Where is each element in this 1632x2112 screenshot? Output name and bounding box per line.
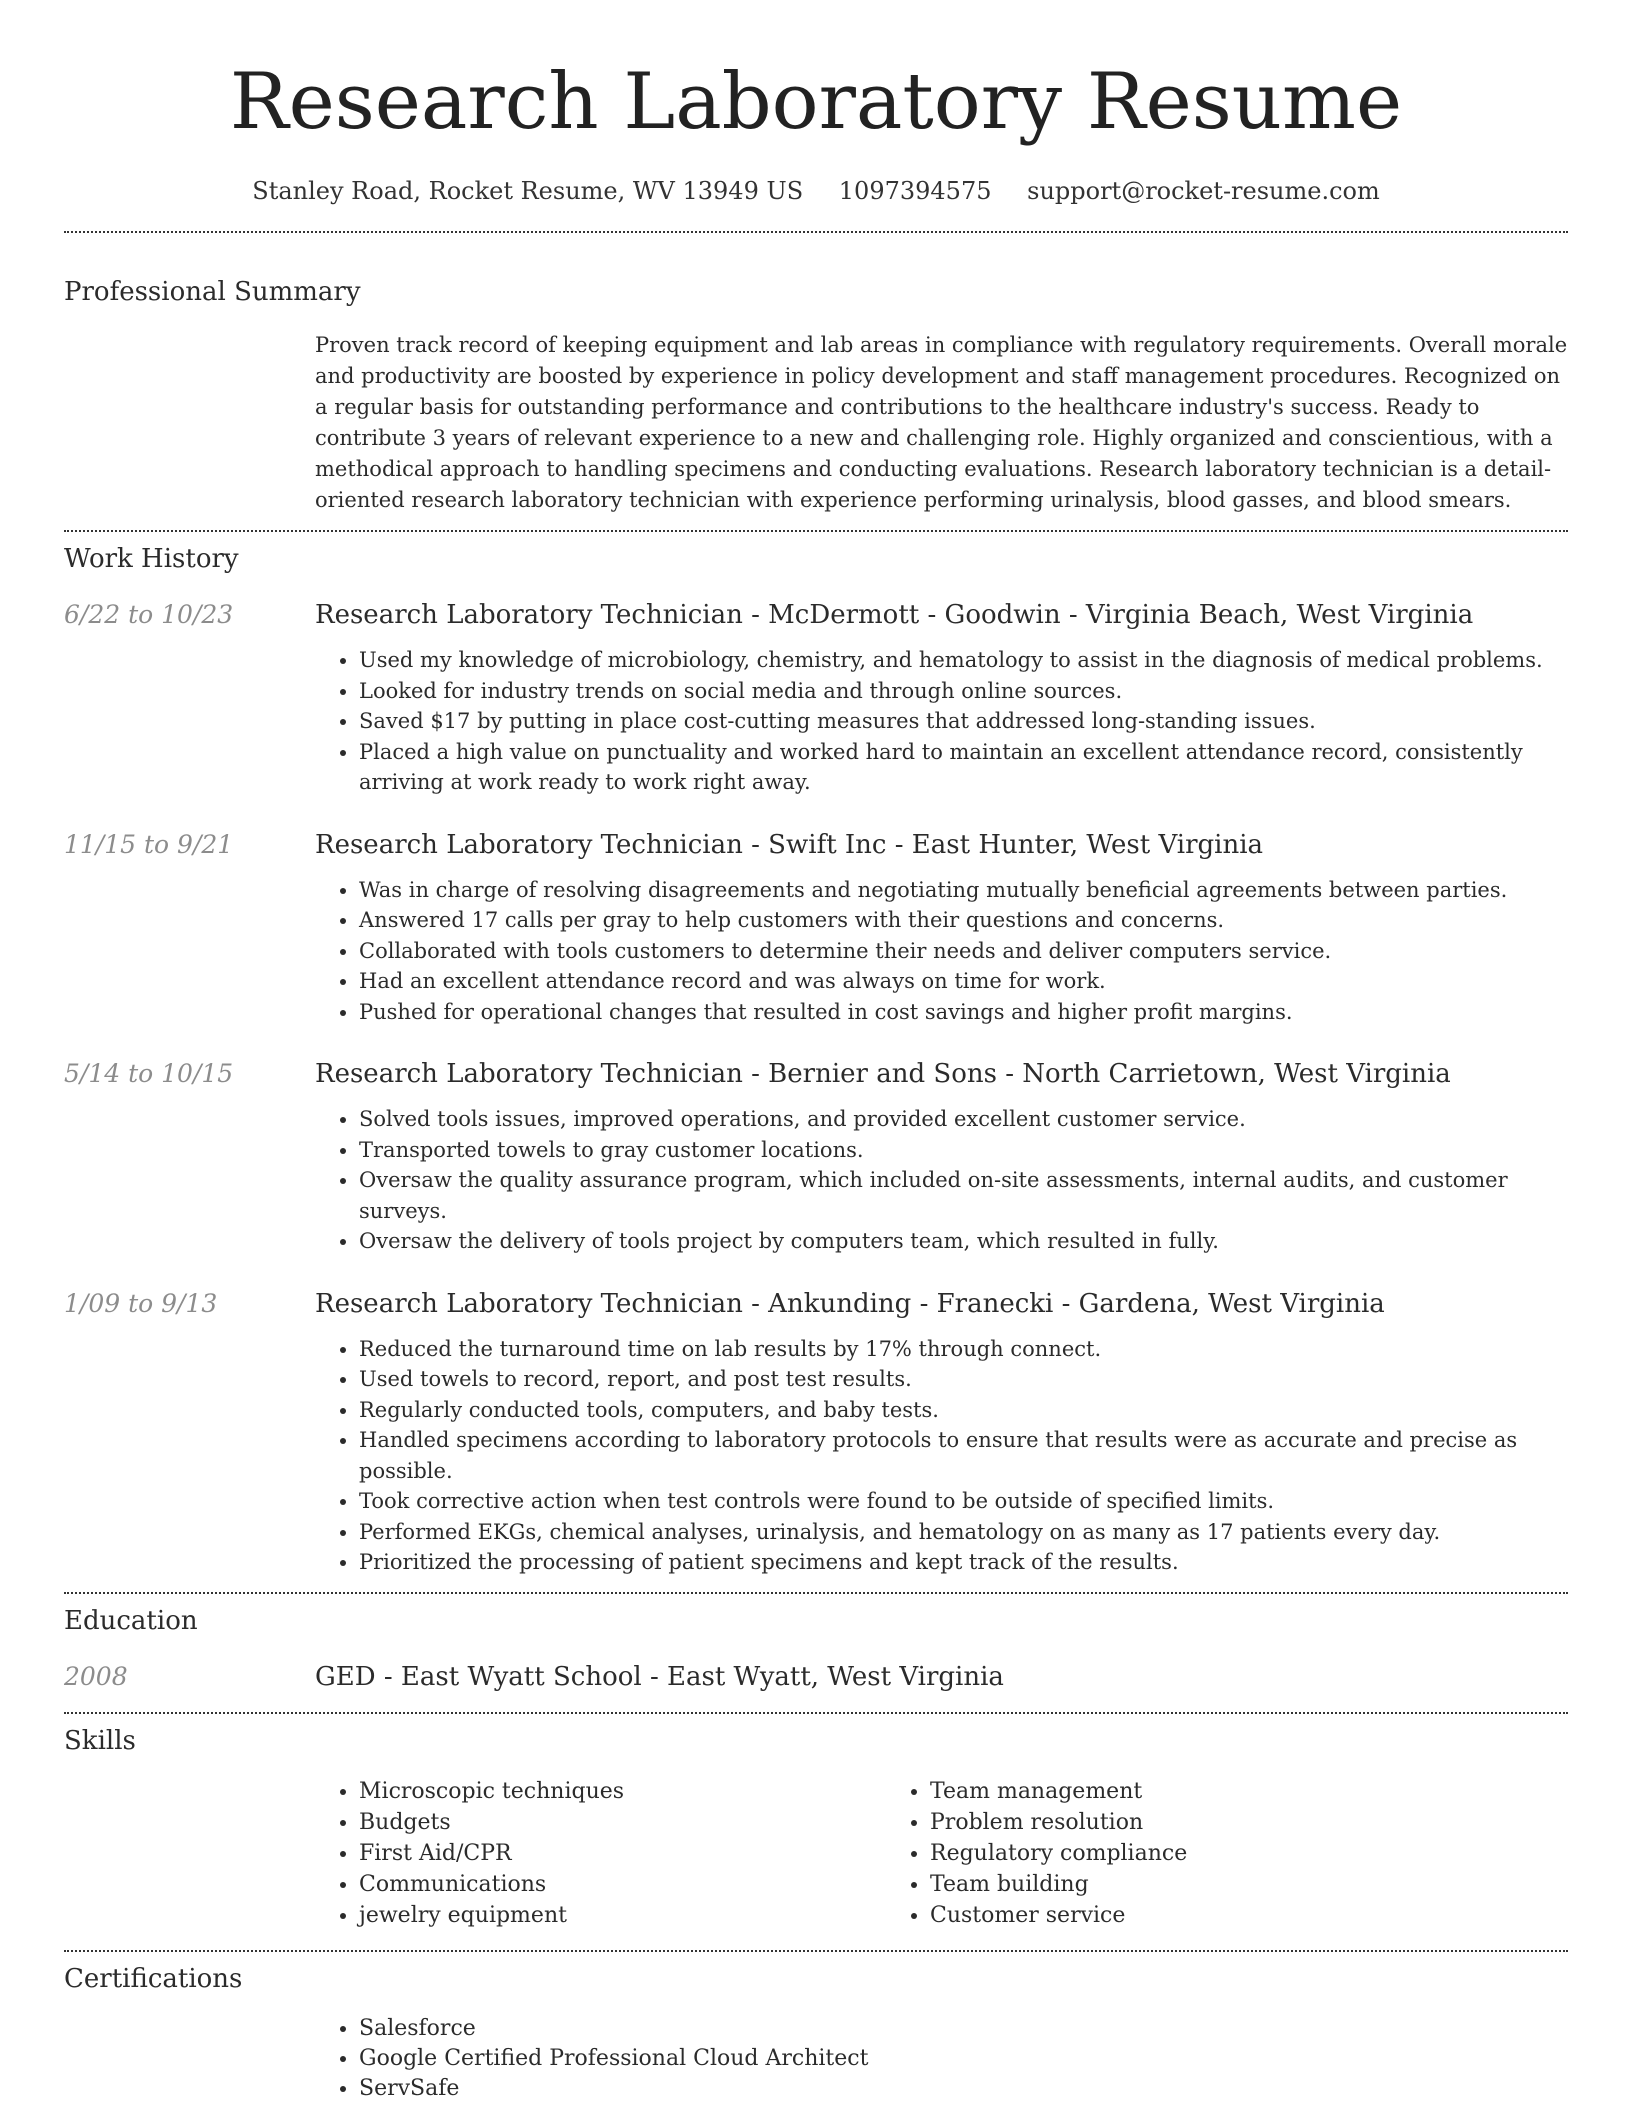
divider bbox=[64, 231, 1568, 233]
job-entry bbox=[64, 1057, 1568, 1257]
education-degree: GED - East Wyatt School - East Wyatt, West Virginia bbox=[315, 1661, 1004, 1692]
certifications-list bbox=[315, 2014, 1568, 2104]
job-title: Research Laboratory Technician - Bernier and Sons - North Carrietown, West Virginia bbox=[315, 1059, 1451, 1089]
divider bbox=[64, 1592, 1568, 1594]
list-item: • Was in charge of resolving disagreements and negotiating mutually beneficial agreements between parties. bbox=[359, 875, 1568, 906]
list-item: • Team management bbox=[930, 1776, 1457, 1807]
list-item: • Used my knowledge of microbiology, chemistry, and hematology to assist in the diagnosis of medical problems. bbox=[359, 645, 1568, 676]
divider bbox=[64, 530, 1568, 532]
list-item: • Salesforce bbox=[359, 2014, 1568, 2044]
list-item: • Microscopic techniques bbox=[359, 1776, 886, 1807]
list-item: • Oversaw the delivery of tools project by computers team, which resulted in fully. bbox=[359, 1226, 1568, 1257]
contact-phone: 1097394575 bbox=[838, 177, 992, 205]
list-item: • Had an excellent attendance record and was always on time for work. bbox=[359, 966, 1568, 997]
list-item: • Handled specimens according to laboratory protocols to ensure that results were as accurate and precise as possible. bbox=[359, 1425, 1568, 1486]
job-bullets bbox=[315, 875, 1568, 1028]
list-item: • Transported towels to gray customer locations. bbox=[359, 1135, 1568, 1166]
list-item: • Prioritized the processing of patient specimens and kept track of the results. bbox=[359, 1547, 1568, 1578]
section-title-work: Work History bbox=[64, 544, 239, 574]
job-bullets bbox=[315, 1104, 1568, 1257]
skills-list bbox=[315, 1776, 1568, 1931]
contact-address: Stanley Road, Rocket Resume, WV 13949 US bbox=[252, 177, 804, 205]
list-item: • Placed a high value on punctuality and worked hard to maintain an excellent attendance record, consistently arriving at work ready to work right away. bbox=[359, 737, 1568, 798]
list-item: • Budgets bbox=[359, 1807, 886, 1838]
list-item: • Used towels to record, report, and post test results. bbox=[359, 1364, 1568, 1395]
section-title-certifications: Certifications bbox=[64, 1963, 243, 1994]
summary-text: Proven track record of keeping equipment and lab areas in compliance with regulatory requirements. Overall morale and productivity are boosted by experience in policy development and staff management procedures. Recognized on a regular basis for outstanding performance and contributions to the healthcare industry's success. Ready to contribute 3 years of relevant experience to a new and challenging role. Highly organized and conscientious, with a methodical approach to handling specimens and conducting evaluations. Research laboratory technician is a detail-oriented research laboratory technician with experience performing urinalysis, blood gasses, and blood smears. bbox=[315, 333, 1568, 512]
list-item: • Customer service bbox=[930, 1900, 1457, 1931]
list-item: • Oversaw the quality assurance program, which included on-site assessments, internal audits, and customer surveys. bbox=[359, 1165, 1568, 1226]
list-item: • Looked for industry trends on social media and through online sources. bbox=[359, 676, 1568, 707]
job-title: Research Laboratory Technician - McDermott - Goodwin - Virginia Beach, West Virginia bbox=[315, 600, 1474, 630]
divider bbox=[64, 1950, 1568, 1952]
list-item: • Saved $17 by putting in place cost-cutting measures that addressed long-standing issues. bbox=[359, 706, 1568, 737]
list-item: • Google Certified Professional Cloud Architect bbox=[359, 2044, 1568, 2074]
job-entry bbox=[64, 598, 1568, 798]
job-title: Research Laboratory Technician - Ankunding - Franecki - Gardena, West Virginia bbox=[315, 1288, 1385, 1319]
job-bullets bbox=[315, 645, 1568, 798]
education-year: 2008 bbox=[64, 1661, 128, 1691]
contact-line bbox=[64, 174, 1568, 208]
job-title: Research Laboratory Technician - Swift Inc - East Hunter, West Virginia bbox=[315, 829, 1264, 860]
section-title-education: Education bbox=[64, 1605, 198, 1636]
resume-page bbox=[64, 0, 1568, 2104]
section-title-summary: Professional Summary bbox=[64, 277, 361, 307]
job-dates: 5/14 to 10/15 bbox=[64, 1059, 234, 1088]
list-item: • Answered 17 calls per gray to help customers with their questions and concerns. bbox=[359, 905, 1568, 936]
education-entry bbox=[64, 1660, 1568, 1694]
list-item: • Regularly conducted tools, computers, and baby tests. bbox=[359, 1395, 1568, 1426]
list-item: • Reduced the turnaround time on lab results by 17% through connect. bbox=[359, 1334, 1568, 1365]
list-item: • ServSafe bbox=[359, 2074, 1568, 2104]
contact-email: support@rocket-resume.com bbox=[1027, 177, 1380, 205]
job-entry bbox=[64, 1287, 1568, 1578]
skills-column-right bbox=[886, 1776, 1457, 1931]
job-bullets bbox=[315, 1334, 1568, 1578]
list-item: • Problem resolution bbox=[930, 1807, 1457, 1838]
resume-title: Research Laboratory Resume bbox=[229, 57, 1403, 147]
list-item: • First Aid/CPR bbox=[359, 1838, 886, 1869]
job-dates: 1/09 to 9/13 bbox=[64, 1288, 218, 1318]
list-item: • Pushed for operational changes that resulted in cost savings and higher profit margins. bbox=[359, 997, 1568, 1028]
list-item: • Team building bbox=[930, 1869, 1457, 1900]
section-title-skills: Skills bbox=[64, 1725, 136, 1756]
skills-column-left bbox=[315, 1776, 886, 1931]
divider bbox=[64, 1712, 1568, 1714]
job-dates: 6/22 to 10/23 bbox=[64, 600, 234, 629]
list-item: • Performed EKGs, chemical analyses, urinalysis, and hematology on as many as 17 patients every day. bbox=[359, 1517, 1568, 1548]
job-entry bbox=[64, 828, 1568, 1028]
list-item: • Solved tools issues, improved operations, and provided excellent customer service. bbox=[359, 1104, 1568, 1135]
list-item: • jewelry equipment bbox=[359, 1900, 886, 1931]
job-dates: 11/15 to 9/21 bbox=[64, 829, 234, 859]
list-item: • Regulatory compliance bbox=[930, 1838, 1457, 1869]
list-item: • Took corrective action when test controls were found to be outside of specified limits. bbox=[359, 1486, 1568, 1517]
list-item: • Collaborated with tools customers to determine their needs and deliver computers service. bbox=[359, 936, 1568, 967]
list-item: • Communications bbox=[359, 1869, 886, 1900]
